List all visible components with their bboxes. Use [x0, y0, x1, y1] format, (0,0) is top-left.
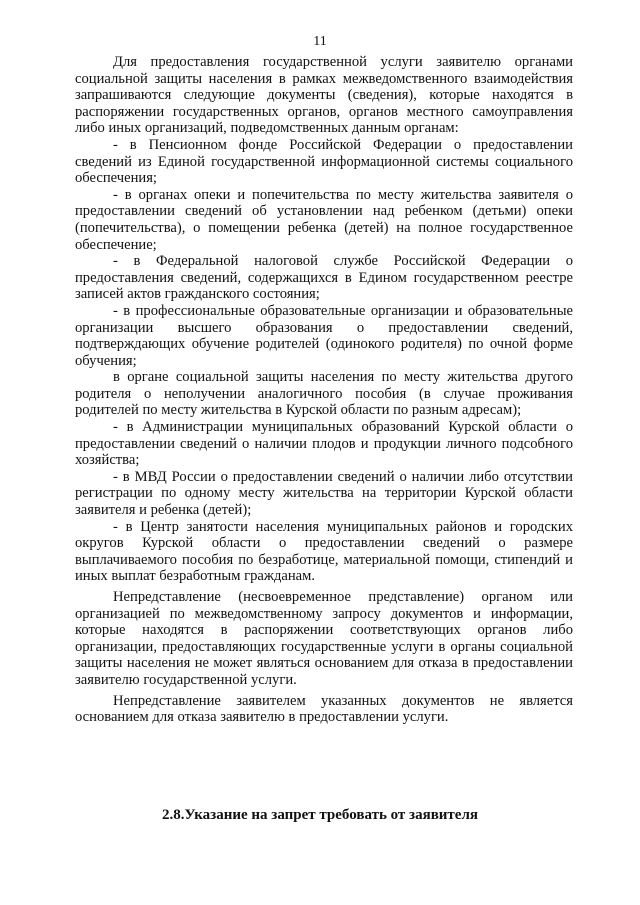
paragraph-non-submission-agency: Непредставление (несвоевременное представление) органом или организацией по межведомственному запросу документов и информации, которые находятся в распоряжении соответствующих органов либо организации, предоставляющих государственные услуги в органы социальной защиты населения не может являться основанием для отказа в предоставлении заявителю государственной услуги.	[75, 589, 573, 688]
page-number: 11	[313, 34, 327, 49]
list-item-employment-center: - в Центр занятости населения муниципальных районов и городских округов Курской области о предоставлении сведений о размере выплачиваемого пособия по безработице, материальной помощи, стипендий и иных выплат безработным гражданам.	[75, 518, 573, 585]
section-heading: 2.8.Указание на запрет требовать от заявителя	[161, 807, 478, 823]
paragraph-non-submission-applicant: Непредставление заявителем указанных документов не является основанием для отказа заявителю в предоставлении услуги.	[75, 692, 573, 726]
document-body	[75, 54, 573, 726]
list-item-pension-fund: - в Пенсионном фонде Российской Федерации о предоставлении сведений из Единой государственной информационной системы социального обеспечения;	[75, 136, 573, 187]
paragraph-intro: Для предоставления государственной услуги заявителю органами социальной защиты населения в рамках межведомственного взаимодействия запрашиваются следующие документы (сведения), которые находятся в распоряжении государственных органов, органов местного самоуправления либо иных организаций, подведомственных данным органам:	[75, 54, 573, 137]
list-item-mvd: - в МВД России о предоставлении сведений о наличии либо отсутствии регистрации по одному месту жительства на территории Курской области заявителя и ребенка (детей);	[75, 468, 573, 519]
list-item-tax-service: - в Федеральной налоговой службе Российской Федерации о предоставления сведений, содержащихся в Едином государственном реестре записей актов гражданского состояния;	[75, 253, 573, 303]
list-item-administration: - в Администрации муниципальных образований Курской области о предоставлении сведений о наличии плодов и продукции личного подсобного хозяйства;	[75, 419, 573, 469]
list-item-guardianship: - в органах опеки и попечительства по месту жительства заявителя о предоставлении сведений об установлении над ребенком (детьми) опеки (попечительства), о помещении ребенка (детей) на полное государственное обеспечение;	[75, 186, 573, 253]
list-item-education: - в профессиональные образовательные организации и образовательные организации высшего образования о предоставлении сведений, подтверждающих обучение родителей (одинокого родителя) по очной форме обучения;	[75, 302, 573, 369]
list-item-social-protection: в органе социальной защиты населения по месту жительства другого родителя о неполучении аналогичного пособия (в случае проживания родителей по месту жительства в Курской области по разным адресам);	[75, 369, 573, 419]
